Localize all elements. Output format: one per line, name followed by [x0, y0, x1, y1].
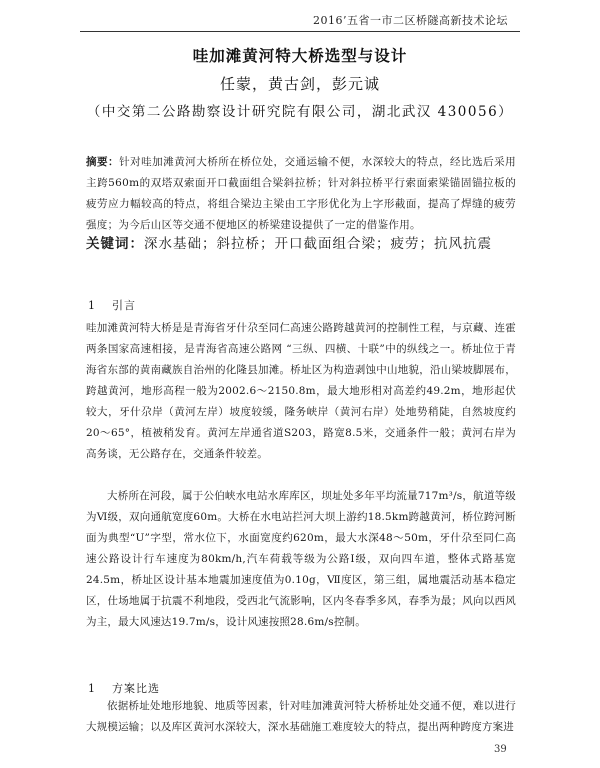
paper-authors: 任蒙，黄古剑，彭元诚: [219, 75, 380, 93]
paper-affiliation: （中交第二公路勘察设计研究院有限公司，湖北武汉 430056）: [86, 104, 514, 120]
keywords-label: 关键词：: [86, 236, 144, 252]
abstract: [86, 152, 516, 236]
keywords-text: 深水基础；斜拉桥；开口截面组合梁；疲劳；抗风抗震: [144, 236, 492, 252]
keywords: [86, 232, 526, 252]
header-rule: [80, 31, 520, 32]
intro-paragraph-1: 哇加滩黄河特大桥是是青海省牙什尕至同仁高速公路跨越黄河的控制性工程，与京藏、连霍两条国家高速相接，是青海省高速公路网 “三纵、四横、十联”中的纵线之一。桥址位于青海省东部的黄南藏族自治州的化隆县加滩。桥址区为构造剥蚀中山地貌，沿山梁坡脚展布，跨越黄河，地形高程一般为2002.6～2150.8m，最大地形相对高差约49.2m，地形起伏较大，牙什尕岸（黄河左岸）坡度较缓，隆务峡岸（黄河右岸）处地势稍陡，自然坡度约20～65°，植被稍发育。黄河左岸通省道S203，路宽8.5米，交通条件一般；黄河右岸为高务谈，无公路存在，交通条件较差。: [86, 322, 516, 460]
paper-title: 哇加滩黄河特大桥选型与设计: [192, 47, 408, 65]
section-title: 引言: [112, 299, 136, 312]
page-number: 39: [494, 744, 507, 755]
intro-paragraph-2: 大桥所在河段，属于公伯峡水电站水库库区，坝址处多年平均流量717m³/s，航道等级为Ⅵ级，双向通航宽度60m。大桥在水电站拦河大坝上游约18.5km跨越黄河，桥位跨河断面为典型“U”字型，常水位下，水面宽度约620m，最大水深48～50m，牙什尕至同仁高速公路设计行车速度为80km/h,汽车荷载等级为公路Ⅰ级，双向四车道，整体式路基宽24.5m，桥址区设计基本地震加速度值为0.10g，Ⅶ度区，第三组，属地震活动基本稳定区，仕场地属于抗震不利地段，受西北气流影响，区内冬春季多风，春季为最；风向以西风为主，最大风速达19.7m/s，设计风速按照28.6m/s控制。: [86, 490, 516, 628]
section-heading-intro: [88, 297, 136, 313]
section-number: 1: [88, 682, 96, 695]
section-title: 方案比选: [112, 682, 160, 695]
section-number: 1: [88, 299, 96, 312]
abstract-text: 针对哇加滩黄河大桥所在桥位处，交通运输不便，水深较大的特点，经比选后采用主跨560m的双塔双索面开口截面组合梁斜拉桥；针对斜拉桥平行索面索梁锚固锚拉板的疲劳应力幅较高的特点，将组合梁边主梁由工字形优化为上字形截面，提高了焊缝的疲劳强度；为今后山区等交通不便地区的桥梁建设提供了一定的借鉴作用。: [86, 156, 516, 231]
abstract-label: 摘要：: [86, 156, 120, 168]
section-heading-scheme: [88, 680, 160, 696]
scheme-paragraph-1: 依据桥址处地形地貌、地质等因素，针对哇加滩黄河特大桥桥址处交通不便，难以进行大规模运输；以及库区黄河水深较大，深水基础施工难度较大的特点，提出两种跨度方案进: [86, 700, 516, 733]
running-header: 2016’五省一市二区桥隧高新技术论坛: [313, 14, 508, 27]
